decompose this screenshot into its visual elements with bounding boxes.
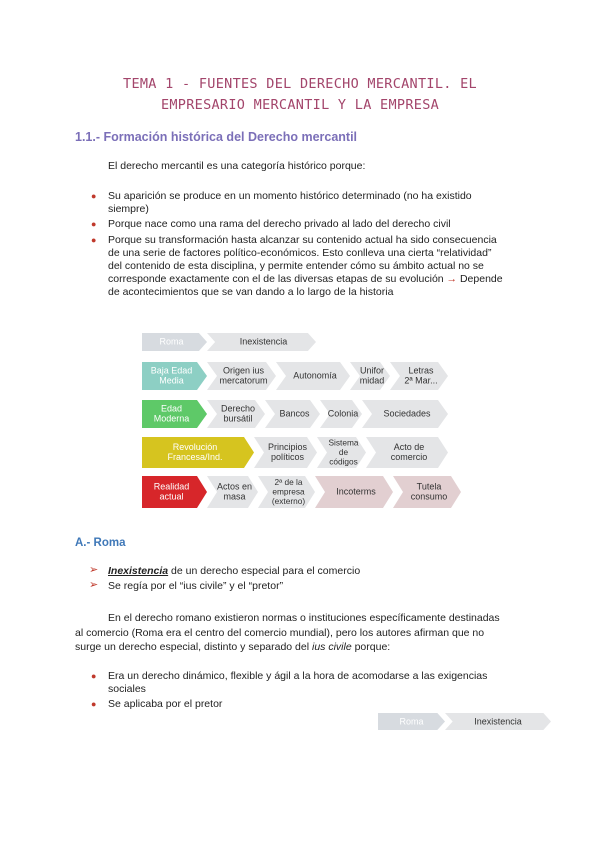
diagram-label-line: consumo [410,491,448,502]
line-text: Depende [457,273,503,285]
diagram-label-line: empresa [272,486,305,497]
list-item-line: siempre) [108,203,149,215]
subsection-heading: A.- Roma [75,537,126,549]
diagram-label-line: de [338,446,349,457]
diagram-feature-label [404,365,437,385]
list-item-line: de una serie de factores político-económicos. Esto conlleva una cierta “relatividad” [108,247,492,259]
list-item-line: Porque su transformación hasta alcanzar su contenido actual ha sido consecuencia [108,234,497,246]
title-line-2: EMPRESARIO MERCANTIL Y LA EMPRESA [160,97,440,113]
section-heading: 1.1.- Formación histórica del Derecho mercantil [75,130,358,144]
line-text: corresponde exactamente con el de las diversas etapas de su evolución [108,273,447,285]
diagram-label-line: Autonomía [293,370,337,381]
bullet-icon: ● [91,219,97,229]
paragraph-line: En el derecho romano existieron normas o instituciones específicamente destinadas [108,612,500,624]
mini-feature-label: Inexistencia [474,716,522,727]
diagram-label-line: actual [159,491,184,502]
diagram-label-line: Acto de [393,441,425,452]
right-arrow-icon: → [446,273,458,285]
diagram-label-line: Moderna [153,413,190,424]
diagram-feature-label [328,409,359,419]
line-text: Se regía por el “ius civile” y el “pretor” [108,580,284,592]
diagram-label-line: masa [223,491,246,502]
diagram-label-line: 2ª de la [274,476,303,487]
italic-text: ius civile [311,641,352,653]
diagram-label-line: Realidad [153,481,190,492]
title-line-1: TEMA 1 - FUENTES DEL DERECHO MERCANTIL. EL [123,76,477,92]
bullet-icon: ● [91,671,97,681]
diagram-label-line: Colonia [327,408,359,419]
bullet-icon: ● [91,191,97,201]
list-item [89,579,548,593]
diagram-feature-label [336,487,376,497]
diagram-label-line: políticos [270,452,305,463]
diagram-label-line: 2ª Mar... [404,375,438,386]
list-item-line: Su aparición se produce en un momento histórico determinado (no ha existido [108,190,472,202]
diagram-feature-label [279,409,310,419]
diagram-label-line: Inexistencia [239,336,288,347]
diagram-label-line: Roma [159,336,184,347]
diagram-label-line: Letras [408,365,434,376]
diagram-period-label [159,337,183,347]
list-item [89,564,548,578]
diagram-label-line: Origen ius [222,365,265,376]
arrow-bullet-icon: ➢ [89,579,99,591]
line-text: porque: [351,641,391,653]
list-item [91,670,548,696]
diagram-feature-label [219,365,267,385]
list-item-line: sociales [108,683,146,695]
intro-text: El derecho mercantil es una categoría histórico porque: [108,160,366,172]
diagram-label-line: Bancos [279,408,310,419]
diagram-label-line: mercatorum [219,375,268,386]
diagram-feature-label [383,409,431,419]
list-item-line: de acontecimientos que se van dando a lo largo de la historia [108,286,394,298]
diagram-feature-label [293,371,337,381]
bullet-icon: ● [91,699,97,709]
diagram-label-line: Incoterms [336,486,376,497]
diagram-feature-label [240,337,288,347]
diagram-label-line: Media [159,375,184,386]
diagram-period-label [167,442,222,462]
diagram-label-line: Sociedades [383,408,431,419]
list-item-line: Porque nace como una rama del derecho privado al lado del derecho civil [108,218,451,230]
line-text: surge un derecho especial, distinto y separado del [75,641,312,653]
diagram-label-line: Principios [267,441,308,452]
diagram-label-line: Tutela [416,481,442,492]
list-item [91,698,548,711]
list-item-line: Se aplicaba por el pretor [108,698,223,710]
diagram-label-line: Edad [160,403,183,414]
arrow-bullet-icon: ➢ [89,564,99,576]
emphasis-text: Inexistencia [108,565,169,577]
diagram-feature-label [221,403,255,423]
diagram-label-line: Derecho [220,403,256,414]
diagram-feature-label [268,442,308,462]
list-item-line: del contenido de esta disciplina, y permite entender cómo su ámbito actual no se [108,260,484,272]
diagram-label-line: Unifor [359,365,385,376]
diagram-label-line: comercio [390,452,428,463]
line-text: de un derecho especial para el comercio [168,565,361,577]
diagram-label-line: Sistema [328,437,359,448]
diagram-feature-label [272,477,305,506]
diagram-label-line: Francesa/Ind. [167,452,223,463]
paragraph-line: al comercio (Roma era el centro del comercio mundial), pero los autores afirman que no [75,627,485,639]
diagram-label-line: Baja Edad [150,365,193,376]
diagram-label-line: (externo) [271,495,306,506]
diagram-label-line: Actos en [216,481,253,492]
diagram-feature-label [391,442,428,462]
mini-period-label: Roma [399,716,424,727]
diagram-label-line: códigos [329,456,358,467]
bullet-icon: ● [91,235,97,245]
diagram-label-line: Revolución [172,441,218,452]
diagram-feature-label [360,365,385,385]
paragraph-line [75,641,390,654]
diagram-label-line: midad [359,375,385,386]
diagram-label-line: bursátil [223,413,253,424]
list-item-line: Era un derecho dinámico, flexible y ágil a la hora de acomodarse a las exigencias [108,670,488,682]
